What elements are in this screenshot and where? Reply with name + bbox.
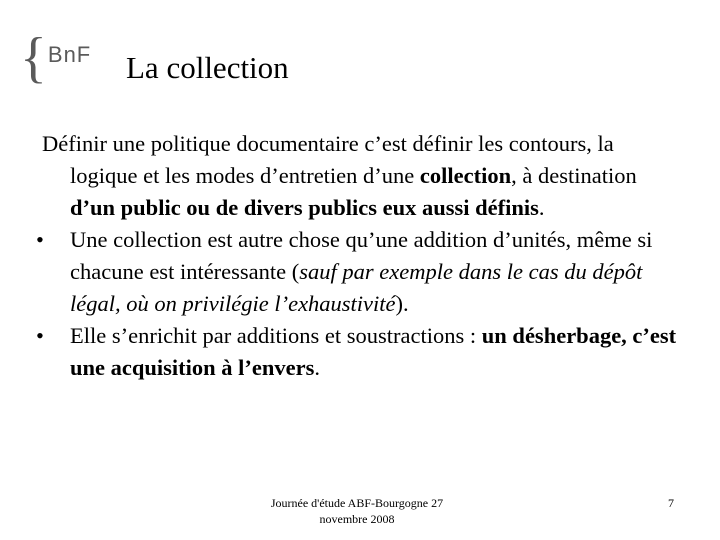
slide-title: La collection [126,50,289,85]
bullet-1-italic: sauf par exemple dans le cas du dépôt légal, où on privilégie l’exhaustivité [70,259,643,316]
bullet-2-text-1: Elle s’enrichit par additions et soustractions : [70,323,482,348]
bullet-1-text-1: Une collection est autre chose qu’une addition d’unités, même si chacune est intéressante ( [70,227,653,284]
footer-caption [262,495,452,527]
intro-text-1: Définir une politique documentaire c’est définir les contours, la logique et les modes d’entretien d’une [42,131,614,188]
bullet-2-text-2: . [314,355,321,380]
intro-text-2: , à destination [511,163,637,188]
bullet-marker: • [36,227,44,252]
bullet-2-bold: un désherbage, c’est une acquisition à l’envers [70,323,677,380]
footer-line-1: Journée d'étude ABF-Bourgogne 27 [270,496,444,510]
intro-bold-2: d’un public ou de divers publics eux aussi définis [70,195,539,220]
page-number: 7 [668,496,674,510]
bullet-marker: • [36,323,44,348]
bullet-item-1 [36,224,682,320]
intro-paragraph [42,128,682,224]
footer-line-2: novembre 2008 [319,512,395,526]
intro-text-3: . [538,195,545,220]
bullet-1-text-2: ). [395,291,409,316]
logo-brace: { [20,27,47,89]
logo-text: BnF [47,42,92,67]
intro-bold-1: collection [419,163,512,188]
slide-body [36,128,682,384]
bullet-item-2 [36,320,682,384]
bnf-logo [20,27,92,90]
